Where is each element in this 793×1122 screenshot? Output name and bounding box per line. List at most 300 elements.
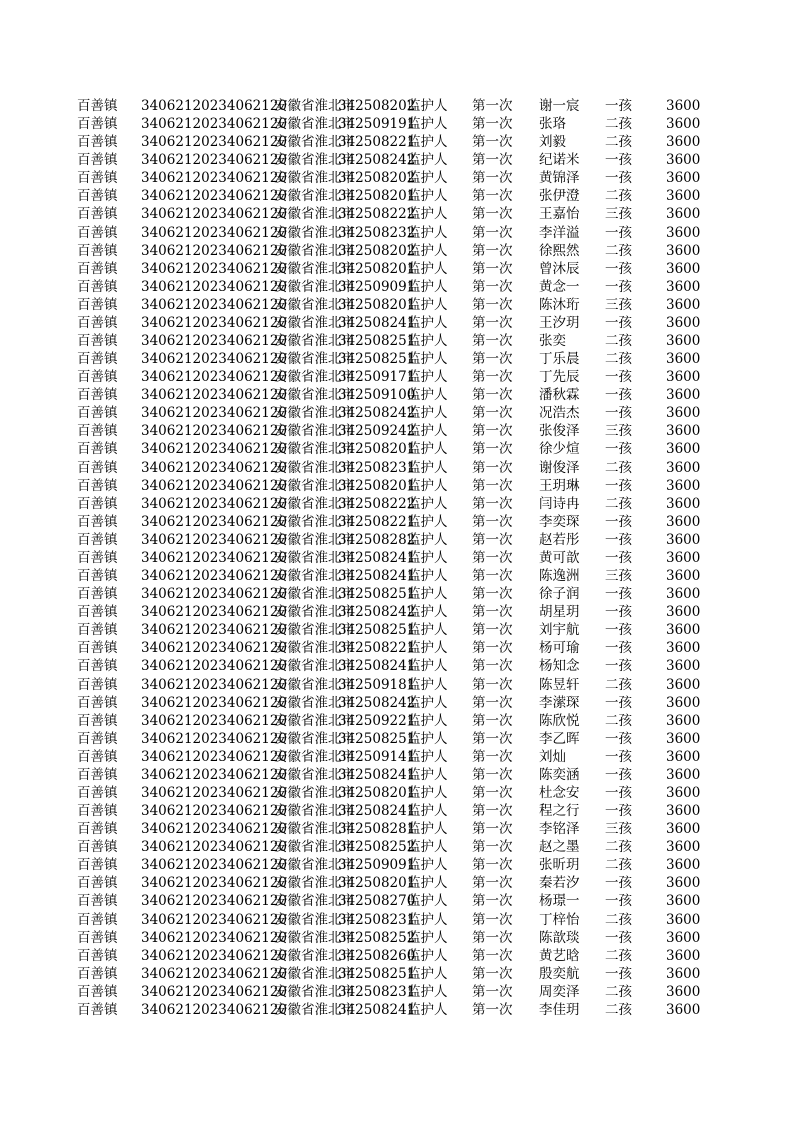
- id-cell: 34062120234062120: [141, 748, 288, 765]
- role-cell: 监护人: [407, 170, 448, 187]
- times-cell: 第一次: [472, 839, 513, 856]
- table-row: [0, 260, 793, 278]
- table-row: [0, 892, 793, 910]
- table-row: [0, 856, 793, 874]
- name-cell: 杨可瑜: [539, 640, 580, 657]
- address-cell: 安徽省淮北市: [274, 296, 355, 313]
- amount-cell: 3600: [666, 296, 701, 313]
- town-cell: 百善镇: [77, 604, 118, 621]
- order-cell: 二孩: [605, 134, 632, 151]
- id-cell: 34062120234062120: [141, 586, 288, 603]
- times-cell: 第一次: [472, 459, 513, 476]
- address-cell: 安徽省淮北市: [274, 224, 355, 241]
- amount-cell: 3600: [666, 712, 701, 729]
- table-row: [0, 965, 793, 983]
- amount-cell: 3600: [666, 206, 701, 223]
- name-cell: 李佳玥: [539, 1001, 580, 1018]
- name-cell: 谢一宸: [539, 98, 580, 114]
- address-cell: 安徽省淮北市: [274, 857, 355, 874]
- town-cell: 百善镇: [77, 242, 118, 259]
- times-cell: 第一次: [472, 983, 513, 1000]
- table-row: [0, 242, 793, 260]
- table-row: [0, 115, 793, 133]
- name-cell: 赵若彤: [539, 531, 580, 548]
- table-row: [0, 766, 793, 784]
- times-cell: 第一次: [472, 766, 513, 783]
- name-cell: 张奕: [539, 333, 566, 350]
- name-cell: 陈逸洲: [539, 568, 580, 585]
- id-cell: 34062120234062120: [141, 640, 288, 657]
- order-cell: 一孩: [605, 730, 632, 747]
- order-cell: 二孩: [605, 495, 632, 512]
- times-cell: 第一次: [472, 947, 513, 964]
- table-row: [0, 929, 793, 947]
- role-cell: 监护人: [407, 766, 448, 783]
- amount-cell: 3600: [666, 260, 701, 277]
- order-cell: 一孩: [605, 893, 632, 910]
- table-row: [0, 169, 793, 187]
- address-cell: 安徽省淮北市: [274, 116, 355, 133]
- role-cell: 监护人: [407, 459, 448, 476]
- table-row: [0, 332, 793, 350]
- id-cell: 34062120234062120: [141, 730, 288, 747]
- order-cell: 二孩: [605, 351, 632, 368]
- child-id-cell: 342508201: [338, 260, 416, 277]
- order-cell: 一孩: [605, 98, 632, 114]
- order-cell: 一孩: [605, 170, 632, 187]
- amount-cell: 3600: [666, 224, 701, 241]
- table-row: [0, 495, 793, 513]
- table-row: [0, 983, 793, 1001]
- role-cell: 监护人: [407, 748, 448, 765]
- name-cell: 徐少煊: [539, 441, 580, 458]
- order-cell: 一孩: [605, 803, 632, 820]
- amount-cell: 3600: [666, 803, 701, 820]
- name-cell: 张珞: [539, 116, 566, 133]
- amount-cell: 3600: [666, 929, 701, 946]
- amount-cell: 3600: [666, 423, 701, 440]
- address-cell: 安徽省淮北市: [274, 947, 355, 964]
- role-cell: 监护人: [407, 116, 448, 133]
- address-cell: 安徽省淮北市: [274, 260, 355, 277]
- role-cell: 监护人: [407, 857, 448, 874]
- table-row: [0, 567, 793, 585]
- role-cell: 监护人: [407, 586, 448, 603]
- times-cell: 第一次: [472, 206, 513, 223]
- name-cell: 曾沐辰: [539, 260, 580, 277]
- name-cell: 闫诗冉: [539, 495, 580, 512]
- amount-cell: 3600: [666, 784, 701, 801]
- order-cell: 一孩: [605, 405, 632, 422]
- name-cell: 陈奕涵: [539, 766, 580, 783]
- name-cell: 纪诺米: [539, 152, 580, 169]
- times-cell: 第一次: [472, 477, 513, 494]
- child-id-cell: 342508232: [338, 224, 416, 241]
- table-row: [0, 748, 793, 766]
- order-cell: 一孩: [605, 224, 632, 241]
- amount-cell: 3600: [666, 314, 701, 331]
- id-cell: 34062120234062120: [141, 857, 288, 874]
- child-id-cell: 342508231: [338, 983, 416, 1000]
- town-cell: 百善镇: [77, 495, 118, 512]
- town-cell: 百善镇: [77, 549, 118, 566]
- role-cell: 监护人: [407, 947, 448, 964]
- role-cell: 监护人: [407, 206, 448, 223]
- address-cell: 安徽省淮北市: [274, 242, 355, 259]
- child-id-cell: 342508241: [338, 766, 416, 783]
- id-cell: 34062120234062120: [141, 549, 288, 566]
- name-cell: 杨璟一: [539, 893, 580, 910]
- table-row: [0, 874, 793, 892]
- amount-cell: 3600: [666, 766, 701, 783]
- town-cell: 百善镇: [77, 821, 118, 838]
- table-row: [0, 278, 793, 296]
- order-cell: 一孩: [605, 965, 632, 982]
- town-cell: 百善镇: [77, 224, 118, 241]
- name-cell: 黄念一: [539, 278, 580, 295]
- role-cell: 监护人: [407, 495, 448, 512]
- child-id-cell: 342508282: [338, 531, 416, 548]
- child-id-cell: 342508241: [338, 1001, 416, 1018]
- amount-cell: 3600: [666, 839, 701, 856]
- town-cell: 百善镇: [77, 875, 118, 892]
- order-cell: 二孩: [605, 983, 632, 1000]
- address-cell: 安徽省淮北市: [274, 748, 355, 765]
- role-cell: 监护人: [407, 1001, 448, 1018]
- order-cell: 三孩: [605, 423, 632, 440]
- id-cell: 34062120234062120: [141, 658, 288, 675]
- amount-cell: 3600: [666, 893, 701, 910]
- id-cell: 34062120234062120: [141, 314, 288, 331]
- order-cell: 二孩: [605, 947, 632, 964]
- times-cell: 第一次: [472, 152, 513, 169]
- times-cell: 第一次: [472, 98, 513, 114]
- child-id-cell: 342508251: [338, 351, 416, 368]
- times-cell: 第一次: [472, 586, 513, 603]
- table-row: [0, 549, 793, 567]
- address-cell: 安徽省淮北市: [274, 712, 355, 729]
- address-cell: 安徽省淮北市: [274, 929, 355, 946]
- table-row: [0, 187, 793, 205]
- name-cell: 黄锦泽: [539, 170, 580, 187]
- town-cell: 百善镇: [77, 314, 118, 331]
- address-cell: 安徽省淮北市: [274, 875, 355, 892]
- child-id-cell: 342509171: [338, 369, 416, 386]
- address-cell: 安徽省淮北市: [274, 441, 355, 458]
- amount-cell: 3600: [666, 983, 701, 1000]
- times-cell: 第一次: [472, 495, 513, 512]
- times-cell: 第一次: [472, 676, 513, 693]
- name-cell: 杜念安: [539, 784, 580, 801]
- role-cell: 监护人: [407, 640, 448, 657]
- name-cell: 王汐玥: [539, 314, 580, 331]
- times-cell: 第一次: [472, 929, 513, 946]
- role-cell: 监护人: [407, 730, 448, 747]
- times-cell: 第一次: [472, 730, 513, 747]
- table-row: [0, 296, 793, 314]
- role-cell: 监护人: [407, 965, 448, 982]
- name-cell: 丁乐晨: [539, 351, 580, 368]
- times-cell: 第一次: [472, 405, 513, 422]
- address-cell: 安徽省淮北市: [274, 803, 355, 820]
- name-cell: 张伊澄: [539, 188, 580, 205]
- order-cell: 二孩: [605, 676, 632, 693]
- order-cell: 二孩: [605, 333, 632, 350]
- order-cell: 一孩: [605, 784, 632, 801]
- order-cell: 二孩: [605, 1001, 632, 1018]
- times-cell: 第一次: [472, 333, 513, 350]
- times-cell: 第一次: [472, 351, 513, 368]
- id-cell: 34062120234062120: [141, 188, 288, 205]
- times-cell: 第一次: [472, 387, 513, 404]
- id-cell: 34062120234062120: [141, 694, 288, 711]
- table-row: [0, 657, 793, 675]
- town-cell: 百善镇: [77, 803, 118, 820]
- address-cell: 安徽省淮北市: [274, 549, 355, 566]
- amount-cell: 3600: [666, 188, 701, 205]
- table-row: [0, 639, 793, 657]
- table-row: [0, 422, 793, 440]
- id-cell: 34062120234062120: [141, 260, 288, 277]
- amount-cell: 3600: [666, 531, 701, 548]
- role-cell: 监护人: [407, 260, 448, 277]
- order-cell: 三孩: [605, 821, 632, 838]
- order-cell: 一孩: [605, 441, 632, 458]
- child-id-cell: 342508241: [338, 568, 416, 585]
- times-cell: 第一次: [472, 170, 513, 187]
- address-cell: 安徽省淮北市: [274, 170, 355, 187]
- town-cell: 百善镇: [77, 531, 118, 548]
- times-cell: 第一次: [472, 803, 513, 820]
- data-table: [0, 97, 793, 1019]
- amount-cell: 3600: [666, 586, 701, 603]
- amount-cell: 3600: [666, 568, 701, 585]
- name-cell: 潘秋霖: [539, 387, 580, 404]
- address-cell: 安徽省淮北市: [274, 459, 355, 476]
- address-cell: 安徽省淮北市: [274, 98, 355, 114]
- order-cell: 一孩: [605, 260, 632, 277]
- table-row: [0, 386, 793, 404]
- order-cell: 二孩: [605, 712, 632, 729]
- child-id-cell: 342508281: [338, 821, 416, 838]
- address-cell: 安徽省淮北市: [274, 405, 355, 422]
- child-id-cell: 342508201: [338, 875, 416, 892]
- address-cell: 安徽省淮北市: [274, 513, 355, 530]
- town-cell: 百善镇: [77, 965, 118, 982]
- address-cell: 安徽省淮北市: [274, 333, 355, 350]
- amount-cell: 3600: [666, 875, 701, 892]
- id-cell: 34062120234062120: [141, 821, 288, 838]
- role-cell: 监护人: [407, 351, 448, 368]
- address-cell: 安徽省淮北市: [274, 152, 355, 169]
- amount-cell: 3600: [666, 1001, 701, 1018]
- order-cell: 三孩: [605, 568, 632, 585]
- town-cell: 百善镇: [77, 513, 118, 530]
- town-cell: 百善镇: [77, 839, 118, 856]
- name-cell: 陈欣悦: [539, 712, 580, 729]
- role-cell: 监护人: [407, 784, 448, 801]
- name-cell: 李铭泽: [539, 821, 580, 838]
- id-cell: 34062120234062120: [141, 513, 288, 530]
- child-id-cell: 342509091: [338, 857, 416, 874]
- times-cell: 第一次: [472, 857, 513, 874]
- address-cell: 安徽省淮北市: [274, 640, 355, 657]
- order-cell: 一孩: [605, 929, 632, 946]
- order-cell: 一孩: [605, 658, 632, 675]
- address-cell: 安徽省淮北市: [274, 658, 355, 675]
- address-cell: 安徽省淮北市: [274, 622, 355, 639]
- order-cell: 一孩: [605, 387, 632, 404]
- child-id-cell: 342508251: [338, 965, 416, 982]
- child-id-cell: 342508252: [338, 929, 416, 946]
- role-cell: 监护人: [407, 839, 448, 856]
- id-cell: 34062120234062120: [141, 423, 288, 440]
- order-cell: 一孩: [605, 549, 632, 566]
- times-cell: 第一次: [472, 712, 513, 729]
- town-cell: 百善镇: [77, 947, 118, 964]
- address-cell: 安徽省淮北市: [274, 730, 355, 747]
- role-cell: 监护人: [407, 549, 448, 566]
- order-cell: 一孩: [605, 622, 632, 639]
- order-cell: 一孩: [605, 748, 632, 765]
- address-cell: 安徽省淮北市: [274, 676, 355, 693]
- child-id-cell: 342508221: [338, 640, 416, 657]
- id-cell: 34062120234062120: [141, 296, 288, 313]
- role-cell: 监护人: [407, 803, 448, 820]
- order-cell: 一孩: [605, 152, 632, 169]
- amount-cell: 3600: [666, 604, 701, 621]
- name-cell: 刘毅: [539, 134, 566, 151]
- id-cell: 34062120234062120: [141, 983, 288, 1000]
- id-cell: 34062120234062120: [141, 604, 288, 621]
- child-id-cell: 342508222: [338, 206, 416, 223]
- name-cell: 况浩杰: [539, 405, 580, 422]
- child-id-cell: 342508242: [338, 405, 416, 422]
- amount-cell: 3600: [666, 694, 701, 711]
- id-cell: 34062120234062120: [141, 875, 288, 892]
- times-cell: 第一次: [472, 1001, 513, 1018]
- times-cell: 第一次: [472, 260, 513, 277]
- times-cell: 第一次: [472, 314, 513, 331]
- role-cell: 监护人: [407, 278, 448, 295]
- name-cell: 陈沐珩: [539, 296, 580, 313]
- table-row: [0, 802, 793, 820]
- id-cell: 34062120234062120: [141, 206, 288, 223]
- address-cell: 安徽省淮北市: [274, 188, 355, 205]
- address-cell: 安徽省淮北市: [274, 495, 355, 512]
- town-cell: 百善镇: [77, 929, 118, 946]
- amount-cell: 3600: [666, 965, 701, 982]
- id-cell: 34062120234062120: [141, 803, 288, 820]
- order-cell: 二孩: [605, 242, 632, 259]
- role-cell: 监护人: [407, 242, 448, 259]
- order-cell: 一孩: [605, 694, 632, 711]
- address-cell: 安徽省淮北市: [274, 351, 355, 368]
- town-cell: 百善镇: [77, 658, 118, 675]
- role-cell: 监护人: [407, 658, 448, 675]
- id-cell: 34062120234062120: [141, 441, 288, 458]
- times-cell: 第一次: [472, 224, 513, 241]
- child-id-cell: 342508252: [338, 839, 416, 856]
- id-cell: 34062120234062120: [141, 477, 288, 494]
- child-id-cell: 342508222: [338, 495, 416, 512]
- child-id-cell: 342508221: [338, 134, 416, 151]
- child-id-cell: 342509221: [338, 712, 416, 729]
- order-cell: 一孩: [605, 477, 632, 494]
- id-cell: 34062120234062120: [141, 839, 288, 856]
- order-cell: 一孩: [605, 766, 632, 783]
- role-cell: 监护人: [407, 369, 448, 386]
- table-row: [0, 459, 793, 477]
- table-row: [0, 676, 793, 694]
- id-cell: 34062120234062120: [141, 459, 288, 476]
- times-cell: 第一次: [472, 658, 513, 675]
- times-cell: 第一次: [472, 278, 513, 295]
- name-cell: 赵之墨: [539, 839, 580, 856]
- table-row: [0, 440, 793, 458]
- name-cell: 李乙晖: [539, 730, 580, 747]
- times-cell: 第一次: [472, 369, 513, 386]
- times-cell: 第一次: [472, 549, 513, 566]
- id-cell: 34062120234062120: [141, 333, 288, 350]
- role-cell: 监护人: [407, 531, 448, 548]
- role-cell: 监护人: [407, 477, 448, 494]
- table-row: [0, 1001, 793, 1019]
- name-cell: 谢俊泽: [539, 459, 580, 476]
- town-cell: 百善镇: [77, 586, 118, 603]
- name-cell: 李奕琛: [539, 513, 580, 530]
- child-id-cell: 342508202: [338, 242, 416, 259]
- child-id-cell: 342508241: [338, 803, 416, 820]
- address-cell: 安徽省淮北市: [274, 477, 355, 494]
- name-cell: 李洋溢: [539, 224, 580, 241]
- address-cell: 安徽省淮北市: [274, 314, 355, 331]
- child-id-cell: 342508251: [338, 622, 416, 639]
- id-cell: 34062120234062120: [141, 893, 288, 910]
- order-cell: 一孩: [605, 314, 632, 331]
- role-cell: 监护人: [407, 676, 448, 693]
- table-row: [0, 730, 793, 748]
- order-cell: 一孩: [605, 875, 632, 892]
- child-id-cell: 342508201: [338, 784, 416, 801]
- name-cell: 刘灿: [539, 748, 566, 765]
- address-cell: 安徽省淮北市: [274, 423, 355, 440]
- amount-cell: 3600: [666, 495, 701, 512]
- address-cell: 安徽省淮北市: [274, 369, 355, 386]
- amount-cell: 3600: [666, 134, 701, 151]
- amount-cell: 3600: [666, 640, 701, 657]
- id-cell: 34062120234062120: [141, 784, 288, 801]
- child-id-cell: 342508221: [338, 513, 416, 530]
- order-cell: 三孩: [605, 296, 632, 313]
- address-cell: 安徽省淮北市: [274, 694, 355, 711]
- role-cell: 监护人: [407, 694, 448, 711]
- times-cell: 第一次: [472, 784, 513, 801]
- child-id-cell: 342509100: [338, 387, 416, 404]
- times-cell: 第一次: [472, 694, 513, 711]
- id-cell: 34062120234062120: [141, 351, 288, 368]
- table-row: [0, 712, 793, 730]
- order-cell: 二孩: [605, 459, 632, 476]
- address-cell: 安徽省淮北市: [274, 839, 355, 856]
- order-cell: 二孩: [605, 188, 632, 205]
- address-cell: 安徽省淮北市: [274, 766, 355, 783]
- amount-cell: 3600: [666, 387, 701, 404]
- name-cell: 秦若汐: [539, 875, 580, 892]
- times-cell: 第一次: [472, 821, 513, 838]
- address-cell: 安徽省淮北市: [274, 911, 355, 928]
- amount-cell: 3600: [666, 622, 701, 639]
